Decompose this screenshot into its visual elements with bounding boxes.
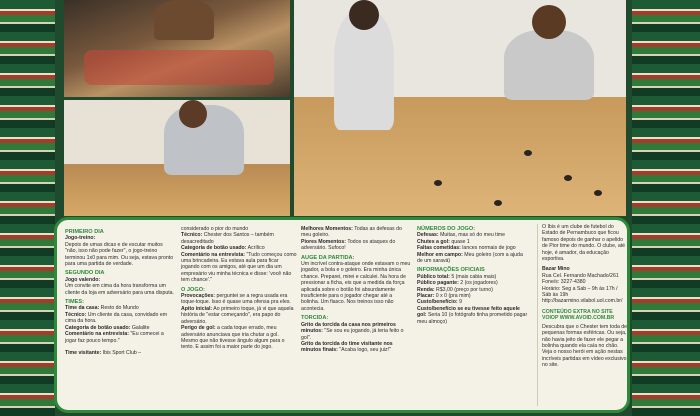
text: Todas as defesas do meu goleiro. xyxy=(301,226,402,239)
decorative-stripes-right xyxy=(632,0,700,416)
text: 9 xyxy=(459,299,462,306)
label: Técnico: xyxy=(65,311,87,318)
text: "Se sou eu jogando, já teria feito o gol". xyxy=(301,328,404,341)
label: Jogo-treino: xyxy=(65,235,96,242)
store-hours: Horário: Seg a Sab – 9h às 17h / Sáb às 19h xyxy=(542,285,618,299)
column-sidebar xyxy=(537,224,628,406)
decorative-stripes-left xyxy=(0,0,55,416)
column-4 xyxy=(417,226,529,327)
label: Piores Momentos: xyxy=(301,238,346,245)
text: lances normais de jogo xyxy=(462,245,516,252)
text: Ibis Sport Club – xyxy=(102,349,142,356)
label: Apito inicial: xyxy=(181,305,213,312)
label: Categoria de botão usado: xyxy=(65,324,131,331)
heading-auge: AUGE DA PARTIDA: xyxy=(301,254,355,261)
label: Custo/benefício: xyxy=(417,299,458,306)
label: Melhores Momentos: xyxy=(301,226,353,232)
label: Comentário na entrevista: xyxy=(181,251,245,258)
heading-numeros: NÚMEROS DO JOGO: xyxy=(417,226,476,232)
label: Público pagante: xyxy=(417,280,459,287)
sidebar-intro: O Ibis é um clube de futebol do Estado de Pernambuco que ficou famoso depois de ganhar o apelido de Pior time do mundo. O clube, até hoje, é amador, da educação esportiva. xyxy=(542,224,626,263)
column-2 xyxy=(181,226,297,353)
label: Grito da torcida do time visitante nos minutos finais: xyxy=(301,340,393,354)
text: Resto do Mundo xyxy=(100,305,139,312)
heading-o-jogo: O JOGO: xyxy=(181,286,205,293)
text: Muitas, mas só do meu time xyxy=(440,232,505,239)
text: quase 1 xyxy=(451,238,470,245)
text: Um cliente da casa, convidado em cima da hora. xyxy=(65,311,168,325)
photo-player-leaning xyxy=(64,100,290,216)
text: a cada toque errado, meu adversário anunciava que iria chutar a gol. Mesmo que não tivesse ângulo algum para o tento. E assim foi a maior parte do jogo. xyxy=(181,325,285,351)
text: considerado o pior do mundo xyxy=(181,226,249,232)
text: "Acaba logo, seu juiz!" xyxy=(339,347,391,354)
text: Todos os ataques do adversário. Sufoco! xyxy=(301,238,396,252)
text: 2 (os jogadores) xyxy=(460,280,498,287)
text: Seria 10 (o fotógrafo tinha prometido pagar meu almoço) xyxy=(417,312,528,325)
heading-informacoes: INFORMAÇÕES OFICIAIS xyxy=(417,267,485,274)
extra-content-heading: CONTEÚDO EXTRA NO SITE VOIOP WWW.AVOID.COM.BR xyxy=(542,308,615,322)
photo-player-close-up xyxy=(64,0,290,97)
label: Faltas cometidas: xyxy=(417,245,461,252)
text: "Eu comecei a jogar faz pouco tempo." xyxy=(65,331,164,344)
article-info-panel xyxy=(54,217,630,413)
text: 0 x 0 (pra mim) xyxy=(435,293,471,300)
column-1 xyxy=(65,226,175,358)
text: Um incrível contra-ataque onde estavam o meu jogador, a bola e o goleiro. Era minha única chance. Preparei, mirei e calculei. Na hora de pressionar a ficha, eis que a medida da força aplicada sobre o botão foi absurdamente insuficiente para o jogador chegar até a bolinha. Um fiasco. Nos treinos isso não acontecia. xyxy=(301,261,411,312)
column-3 xyxy=(301,226,411,356)
label: Grito da torcida da casa nos primeiros minutos: xyxy=(301,321,396,335)
text: "Tudo começou como uma brincadeira. Eu estava aula para ficar jogando com os amigos, até que um dia um empresário viu minha técnica e disse: 'você não tem chance'." xyxy=(181,251,297,284)
text: Depois de umas dicas e de escutar muitos "não, isso não pode fazer", o jogo-treino terminou 1x0 para mim. Ou seja, estava pronto para uma partida de verdade. xyxy=(65,241,174,268)
label: Melhor em campo: xyxy=(417,251,463,258)
heading-primeiro-dia: PRIMEIRO DIA xyxy=(65,229,104,235)
text: R$3,00 (preço por turno) xyxy=(436,286,493,293)
label: Defesas: xyxy=(417,232,439,239)
text: Um convite em cima da hora transforma um cliente da loja em adversário para uma disputa. xyxy=(65,283,174,296)
label: Perigo de gol: xyxy=(181,325,216,332)
text: 5 (mais cabia mais) xyxy=(451,273,497,280)
label: Comentário na entrevista: xyxy=(65,331,129,338)
label: Time visitante: xyxy=(65,349,102,356)
label: Chutes a gol: xyxy=(417,238,450,245)
text: Galalite xyxy=(131,324,150,331)
label: Renda: xyxy=(417,286,435,293)
label: Provocações: xyxy=(181,293,216,300)
heading-times: TIMES: xyxy=(65,299,84,306)
text: perguntei se a regra usada era toque-toque. Isso é quase uma ofensa pra eles. xyxy=(181,293,291,306)
text: Meu goleiro (com a ajuda de um saravá) xyxy=(417,251,523,265)
label: Custo/benefício se eu tivesse feito aquele gol: xyxy=(417,305,520,319)
store-phone: Fone/s: 3227-4380 xyxy=(542,279,586,286)
label: Time da casa: xyxy=(65,305,100,312)
extra-content-text: Descubra que o Chester tem toda de pequenas formas esféricas. Ou seja, não havia jeito de fazer ele pegar a bolinha quando ela caía no chão. Veja o nosso herói em ação nestas incríveis partidas em vídeo exclusivo no site. xyxy=(542,323,628,369)
store-address: Rua Cel. Fernando Machado/261 xyxy=(542,272,619,279)
text: Ao primeiro toque, já vi que aquela história de "estar começando", era papo do adversário. xyxy=(181,305,294,325)
heading-torcida: TORCIDA: xyxy=(301,315,329,322)
heading-segundo-dia: SEGUNDO DIA xyxy=(65,270,105,277)
label: Placar: xyxy=(417,293,435,300)
store-url[interactable]: http://bazarmino.vilabol.uol.com.br/ xyxy=(542,298,623,305)
label: Público total: xyxy=(417,273,450,280)
label: Jogo valendo: xyxy=(65,276,101,283)
text: Chester dos Santos – também desacreditado xyxy=(181,232,274,245)
text: Acrílico xyxy=(247,245,265,252)
photo-players-at-board xyxy=(294,0,626,216)
label: Categoria de botão usado: xyxy=(181,245,247,252)
store-name: Bazar Mino xyxy=(542,266,570,273)
label: Técnico: xyxy=(181,232,203,239)
